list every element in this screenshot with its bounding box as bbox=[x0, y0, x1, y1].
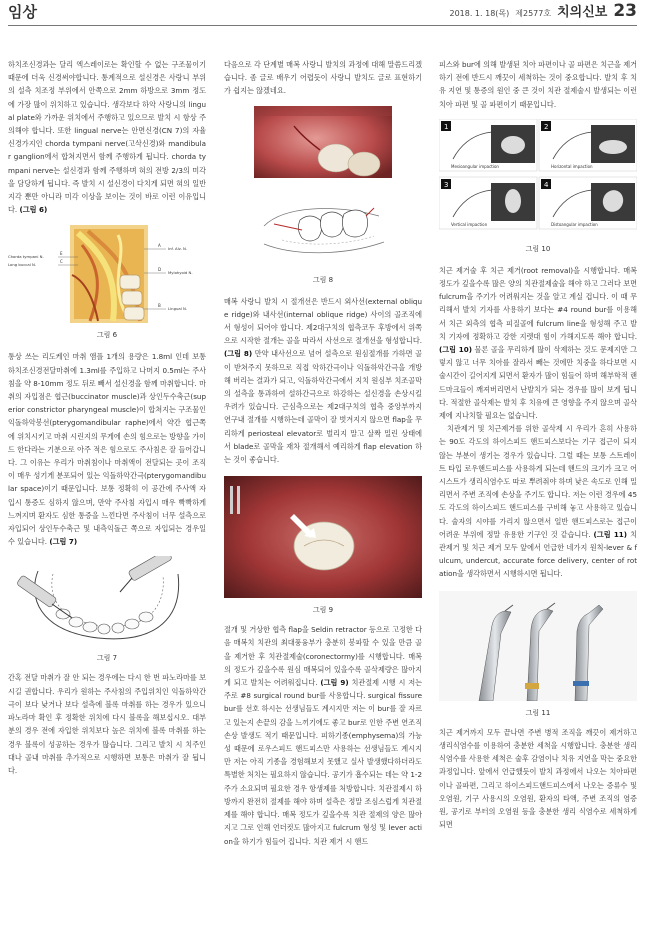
page-header bbox=[8, 0, 637, 26]
header-meta bbox=[449, 1, 637, 21]
label-chorda-tympani: Chorda tympani N. bbox=[8, 254, 44, 260]
panel-number: 1 bbox=[444, 122, 449, 131]
paragraph: 매복 사랑니 발치 시 절개선은 반드시 외사선(external oblique ridge)와 내사선(internal oblique ridge) 사이의 골조직에서 형성이 되어야 합니다. 제2대구치의 협측코두 후방에서 위쪽으로 시작한 절개는 골을 따라서 사선으로 절개선을 형성합니다. (그림 8) 만약 내사선으로 넘어 설측으로 원심절개를 가하면 골이 받쳐주지 못하므로 직접 악하간극이나 익돌하악간극을 개방해 버리는 결과가 되고, 익돌하악간극에서 지치 원심부 치조골막의 설측을 통과하여 설하간극으로 하강하는 설신경을 손상시킬 우려가 있습니다. 근심측으로는 제2대구치의 협측 중앙부까지 연구내 절개를 시행하는데 골막이 잘 벗겨지지 않으면 flap을 무리하게 periosteal elevator로 벌리지 말고 살짝 밀린 상태에서 blade로 골막을 재차 절개해서 예리하게 flap elevation 하는 것이 좋습니다. bbox=[224, 296, 422, 465]
newspaper-name: 치의신보 bbox=[557, 5, 608, 20]
issue-date: 2018. 1. 18(목) bbox=[449, 9, 510, 18]
nerve-illustration bbox=[8, 225, 206, 323]
label-b: B bbox=[158, 303, 161, 309]
figure-7 bbox=[8, 556, 206, 663]
label-vertical: Vertical impaction bbox=[451, 221, 488, 227]
label-inf-alv: Inf. Alv. N. bbox=[168, 246, 188, 252]
handpiece-photo bbox=[439, 591, 637, 701]
figure-11 bbox=[439, 591, 637, 718]
paragraph: 다음으로 각 단계별 매복 사랑니 발치의 과정에 대해 말씀드리겠습니다. 좀 글로 배우기 어렵듯이 사랑니 발치도 글로 표현하기가 쉽지는 않겠네요. bbox=[224, 60, 422, 96]
paragraph: 치근 제거까지 모두 끝나면 주변 병적 조직을 깨끗이 제거하고 생리식염수를 이용하여 충분한 세척을 시행합니다. 충분한 생리식염수를 사용한 세척은 술후 감염이나 치유 지연을 막는 중요한 과정입니다. 앞에서 언급했듯이 발치 과정에서 나오는 치아파편이나 골파편, 그리고 하이스피드핸드피스에서 나오는 증류수 및 오염원, 기구 사용시의 오염원, 환자의 타액, 주변 조직의 염증원, 공기로 부터의 오염원 등을 충분한 생리 식염수로 세척하게 되면 bbox=[439, 727, 637, 830]
figure-reference: (그림 9) bbox=[320, 678, 349, 688]
section-title: 임상 bbox=[8, 3, 37, 21]
figure-9 bbox=[224, 476, 422, 615]
label-a: A bbox=[158, 243, 161, 249]
paragraph: 절개 및 거상한 협측 flap을 Seldin retractor 등으로 고정한 다음 매복치 치관의 최대풍융부가 충분히 봉파할 수 있을 만큼 골을 제거한 후 치관절제술(coronectormy)를 시행합니다. 매복의 정도가 깊을수록 원심 매복되어 있을수록 골삭제량은 많아지게 되고 발치는 어려워집니다. (그림 9) 치관절제 시행 시 저는 주로 #8 surgical round bur를 사용합니다. surgical fissure bur를 선호 하시는 선생님들도 계시지만 저는 이 bur를 잘 자르고 있는지 손끝의 감을 느끼기에도 좋고 bur로 인한 주변 연조직 손상 발생도 적기 때문입니다. 피하기종(emphysema)의 가능성 때문에 로우스피드 핸드피스만 사용하는 선생님들도 계시지만 저는 아직 기종을 경험해보지 못했고 실사 발생했다하더라도 특별한 처치는 필요하지 않습니다. 공기가 흡수되는 데는 약 1-2주가 소요되며 필요한 경우 항생제를 처방합니다. 치관절제시 하방까지 완전히 절제를 해야 하며 설측은 정말 조심스럽게 치관절제를 해야 합니다. 매복 정도가 깊을수록 치관 절제의 양은 많아지고 그로 인해 언더컷도 많아지고 fulcrum 형성 및 lever action을 하기가 힘들어 집니다. 치관 제거 시 핸드 bbox=[224, 625, 423, 846]
figure-11-caption: 그림 11 bbox=[525, 708, 551, 717]
paragraph: 하치조신경과는 달리 엑스레이로는 확인할 수 없는 구조물이기 때문에 더욱 신경써야합니다. 통계적으로 설신경은 사랑니 부위의 설측 치조정 부위에서 안쪽으로 2mm 하방으로 3mm 정도에 가장 많이 위치하고 있습니다. 생각보다 하악 사랑니의 lingual plate와 가까운 위치에서 주행하고 있으므로 발치 시 항상 주의해야 합니다. 또한 lingual nerve는 안면신경(CN 7)의 자율신경가지인 chorda tympani nerve(고삭신경)와 mandibular ganglion에서 합쳐지면서 함께 주행하게 됩니다. chorda tympani nerve는 설신경과 함께 주행하며 혀의 전방 2/3의 미각을 담당하게 됩니다. 즉 발치 시 설신경이 다치게 되면 혀의 일반 지각 뿐만 아니라 미각 이상을 보이는 것이 바로 이런 이유입니다. (그림 6) bbox=[8, 60, 206, 215]
surgical-photo bbox=[224, 476, 422, 598]
label-long-buccal: Long buccal N. bbox=[8, 262, 37, 268]
issue-number: 제2577호 bbox=[515, 9, 552, 18]
label-d: D bbox=[158, 267, 162, 273]
figure-8-caption: 그림 8 bbox=[312, 275, 334, 284]
figure-reference: (그림 10) bbox=[439, 345, 472, 355]
paragraph: 치관제거 및 치근제거를 위한 골삭제 시 우리가 흔히 사용하는 90도 각도의 하이스피드 핸드피스보다는 기구 접근이 되지 않는 부분이 생기는 경우가 있습니다. 그럴 때는 보통 스트레이트 타입 로우핸드피스를 사용하게 되는데 핸드의 크기가 크고 어시스트가 생리식염수도 따로 뿌려줘야 하며 낮은 속도로 인해 밀리면서 주변 조직에 손상을 주기도 합니다. 저는 이런 경우에 45도 각도의 하이스피드 핸드피스를 구비해 놓고 사용하고 있습니다. 술자의 시야를 가리지 않으면서 일반 핸드피스로는 접근이 어려운 부위에 정말 유용한 기구인 것 같습니다. (그림 11) 치관제거 및 치근 제거 모두 앞에서 언급한 네가지 원칙-lever & fulcum, undercut, accurate force delivery, center of rotation을 생각하면서 시행하시면 됩니다. bbox=[439, 424, 637, 579]
figure-6-caption: 그림 6 bbox=[96, 331, 118, 340]
paragraph: 피스와 bur에 의해 발생된 치아 파편이나 골 파편은 치근을 제거하기 전에 반드시 깨끗이 세척하는 것이 중요합니다. 발치 후 치유 지연 및 통증의 원인 중 큰 것이 치관 절제술시 발생되는 이런 치아 파편 및 골 파편이기 때문입니다. bbox=[439, 60, 637, 109]
figure-reference: (그림 11) bbox=[593, 529, 628, 539]
column-2 bbox=[224, 58, 422, 848]
paragraph: 치근 제거술 후 치근 제거(root removal)을 시행합니다. 매복 정도가 깊을수록 많은 양의 치관절제술을 해야 하고 그러다 보면 fulcrum을 주기가 어려워지는 것을 알고 계실 겁니다. 이 때 무리해서 발치 기자를 사용하기 보다는 #4 round bur를 이용해서 치근 외측의 협측 피질골에 fulcrum line을 형성해 주고 발치 기자에 정확하고 강한 지렛대 힘이 가해지도록 해야 합니다. (그림 10) 물론 골을 무리하게 많이 삭제하는 것도 문제지만 그렇지 않고 너무 치아를 잘라서 빼는 것에만 치중을 하다보면 시술시간이 길어지게 되면서 환자가 많이 힘들어 하며 해부학적 랜드마크들이 깨져버리면서 난발치가 되는 경우를 많이 보게 됩니다. 적절한 골삭제는 발치 후 치유에 큰 영향을 주지 않으며 골삭제에 지나치할 필요는 없습니다. bbox=[439, 265, 638, 421]
label-distoangular: Distoangular impaction bbox=[551, 221, 598, 227]
figure-7-caption: 그림 7 bbox=[96, 654, 118, 663]
paragraph: 간혹 전달 마취가 잘 안 되는 경우에는 다시 한 번 파노라마를 보시길 권합니다. 우리가 원하는 주사침의 주입위치인 익돌하악간극이 보다 낮거나 보다 설측에 블록 마취를 하는 경우가 있으니 파노라마 확인 후 정확한 위치에 다시 블록을 해보십시오. 대부분의 경우 전에 자입한 위치보다 높은 위치에 블록 마취를 하는 경우 블록이 성공하는 경우가 많습니다. 그리고 발치 시 치주인대나 골내 마취를 추가적으로 시행하면 보통은 마취가 잘 됩니다. bbox=[8, 673, 206, 775]
figure-10 bbox=[439, 119, 637, 254]
injection-illustration bbox=[8, 556, 206, 646]
figure-9-caption: 그림 9 bbox=[312, 606, 334, 615]
label-mylohyoid: Mylohyoid N. bbox=[168, 270, 193, 276]
impaction-xray-grid bbox=[439, 119, 637, 237]
figure-6 bbox=[8, 225, 206, 340]
page-number: 23 bbox=[613, 1, 637, 21]
label-c: C bbox=[60, 259, 63, 265]
column-3 bbox=[439, 58, 637, 831]
panel-number: 3 bbox=[444, 180, 449, 189]
label-e: E bbox=[60, 251, 63, 257]
label-mesioangular: Mesioangular impaction bbox=[451, 163, 499, 169]
paragraph: 통상 쓰는 리도케인 마취 앰플 1개의 용량은 1.8ml 인데 보통 하치조신경전달마취에 1.3ml를 주입하고 나머지 0.5ml는 주사침을 약 8-10mm 정도 뒤로 빼서 설신경을 함께 마취합니다. 마취의 자입점은 협근(buccinator muscle)과 상인두수축근(superior constrictor pharyngeal muscle)이 합쳐지는 구조물인 익돌하악봉선(pterygomandibular raphe)에서 약간 협근쪽에 위치시키고 마취 시린지의 무게에 손의 힘으로는 방향을 가이드 한다라는 기분으로 아주 적은 힘으로도 주사침은 잘 들어갑니다. 그 이유는 우리가 마취침이나 마취액이 전달되는 곳이 조직이 매우 성기게 분포되어 있는 익돌하악간극(pterygomandibular space)이기 때문입니다. 보통 정확히 이 공간에 주사액 자입시 통증도 심하지 않으며, 만약 주사침 자입시 매우 빡빡하게 느껴지며 환자도 심한 통증을 느낀다면 주사침이 너무 설측으로 자입되어 상인두수축근 및 내측익돌근 쪽으로 자입되는 경우일 수 있습니다. (그림 7) bbox=[8, 352, 206, 547]
label-lingual: Lingual N. bbox=[168, 306, 188, 312]
figure-8 bbox=[224, 106, 422, 285]
figure-reference: (그림 6) bbox=[19, 205, 48, 215]
panel-number: 2 bbox=[544, 122, 549, 131]
incision-photo-and-diagram bbox=[224, 106, 422, 268]
figure-reference: (그림 7) bbox=[49, 537, 78, 547]
column-1 bbox=[8, 58, 206, 777]
figure-reference: (그림 8) bbox=[224, 349, 253, 359]
label-horizontal: Horizontal impaction bbox=[551, 163, 593, 169]
figure-10-caption: 그림 10 bbox=[525, 244, 551, 253]
panel-number: 4 bbox=[544, 180, 549, 189]
